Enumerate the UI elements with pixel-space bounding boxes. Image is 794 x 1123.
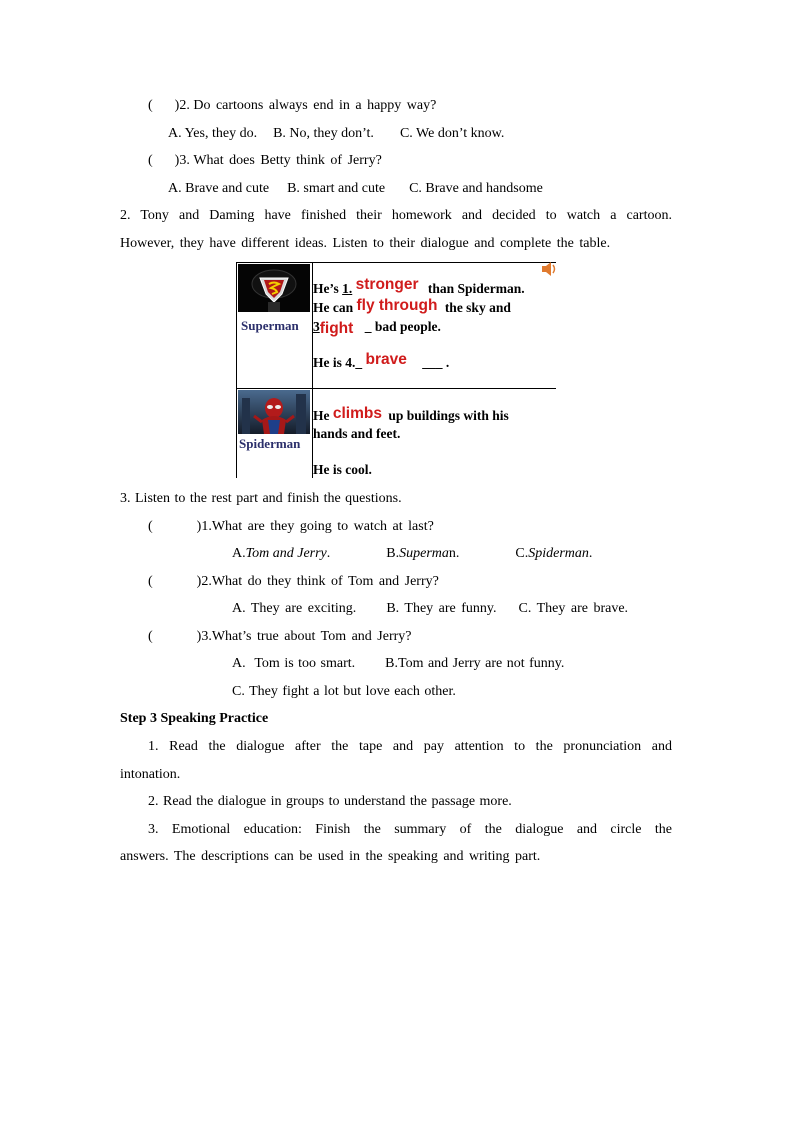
option-a: A. They are exciting. xyxy=(232,601,357,616)
speaker-icon[interactable] xyxy=(540,262,556,276)
superman-sentence-2 xyxy=(313,299,511,317)
option-a: A. Tom is too smart. xyxy=(232,656,356,671)
option-c: C. We don’t know. xyxy=(399,126,505,141)
answer-fly-through: fly through xyxy=(356,297,438,314)
sentence-text: the sky and xyxy=(444,300,511,315)
part3-question-1-options xyxy=(232,545,592,563)
part3-instruction: 3. Listen to the rest part and finish the questions. xyxy=(120,491,402,506)
part3-question-2-options xyxy=(232,600,628,618)
step3-item1-line1: 1. Read the dialogue after the tape and pay attention to the pronunciation and xyxy=(148,739,672,754)
answer-paren: ( xyxy=(148,574,153,589)
question-text: What’s true about Tom and Jerry? xyxy=(211,629,412,644)
option-a: A. Yes, they do. xyxy=(168,126,258,141)
question-text: Do cartoons always end in a happy way? xyxy=(193,98,437,113)
question-text: What are they going to watch at last? xyxy=(211,519,434,534)
question-number: )1. xyxy=(196,519,212,534)
part3-question-3 xyxy=(148,628,412,646)
question-number: )2. xyxy=(196,574,212,589)
part2-instruction-line1: 2. Tony and Daming have finished their homework and decided to watch a cartoon. xyxy=(120,208,672,223)
spiderman-name: Spiderman xyxy=(239,436,301,451)
option-c: C. They are brave. xyxy=(518,601,629,616)
step3-item2: 2. Read the dialogue in groups to understand the passage more. xyxy=(148,794,512,809)
table-left-border xyxy=(236,262,237,478)
sentence-text: He is 4._ xyxy=(313,355,363,370)
spiderman-sentence-1 xyxy=(313,407,509,425)
superman-icon xyxy=(238,264,310,312)
option-c: C.Spiderman. xyxy=(515,546,593,561)
question-text: What do they think of Tom and Jerry? xyxy=(211,574,439,589)
superman-name: Superman xyxy=(241,318,299,333)
step3-item1-line2: intonation. xyxy=(120,767,181,782)
answer-fight: fight xyxy=(319,320,354,337)
superman-sentence-3 xyxy=(313,318,441,336)
question-2 xyxy=(148,97,436,115)
question-text: What does Betty think of Jerry? xyxy=(193,153,382,168)
hero-table xyxy=(236,262,556,478)
answer-paren: ( xyxy=(148,98,153,113)
sentence-text: _ bad people. xyxy=(364,319,441,334)
sentence-text: than Spiderman. xyxy=(427,281,525,296)
answer-brave: brave xyxy=(365,351,407,368)
option-b: B. No, they don’t. xyxy=(273,126,374,141)
step3-title: Step 3 Speaking Practice xyxy=(120,711,269,726)
answer-stronger: stronger xyxy=(355,276,419,293)
option-a: A.Tom and Jerry. xyxy=(232,546,331,561)
sentence-text: He can xyxy=(313,300,354,315)
blank-number: 1. xyxy=(342,281,353,296)
spiderman-icon xyxy=(238,390,310,434)
superman-sentence-4 xyxy=(313,351,450,372)
sentence-text: He xyxy=(313,408,330,423)
question-3-options xyxy=(168,180,543,198)
question-3 xyxy=(148,152,382,170)
part2-instruction-line2: However, they have different ideas. Listen to their dialogue and complete the table. xyxy=(120,236,611,251)
option-b: B.Superman. xyxy=(386,546,460,561)
table-row-divider xyxy=(236,388,556,389)
part3-question-3-options-ab xyxy=(232,655,564,673)
answer-paren: ( xyxy=(148,519,153,534)
option-c: C. They fight a lot but love each other. xyxy=(232,684,456,699)
spiderman-sentence-3: He is cool. xyxy=(313,462,372,477)
option-b: B. smart and cute xyxy=(287,181,386,196)
answer-climbs: climbs xyxy=(332,405,382,422)
option-c: C. Brave and handsome xyxy=(409,181,543,196)
answer-paren: ( xyxy=(148,629,153,644)
superman-sentence-1 xyxy=(313,276,525,298)
question-number: )3. xyxy=(196,629,212,644)
step3-item3-line2: answers. The descriptions can be used in the speaking and writing part. xyxy=(120,849,541,864)
sentence-text: ___ . xyxy=(422,355,450,370)
sentence-text: He’s xyxy=(313,281,339,296)
part3-question-2 xyxy=(148,573,439,591)
question-number: )3. xyxy=(174,153,190,168)
spiderman-sentence-2: hands and feet. xyxy=(313,426,401,441)
step3-item3-line1: 3. Emotional education: Finish the summary of the dialogue and circle the xyxy=(148,822,672,837)
question-2-options xyxy=(168,125,504,143)
question-number: )2. xyxy=(174,98,190,113)
option-b: B. They are funny. xyxy=(386,601,497,616)
option-b: B.Tom and Jerry are not funny. xyxy=(385,656,565,671)
answer-paren: ( xyxy=(148,153,153,168)
blank-number: 3 xyxy=(313,319,320,334)
part3-question-1 xyxy=(148,518,434,536)
option-a: A. Brave and cute xyxy=(168,181,270,196)
sentence-text: up buildings with his xyxy=(388,408,509,423)
table-top-border xyxy=(236,262,556,263)
